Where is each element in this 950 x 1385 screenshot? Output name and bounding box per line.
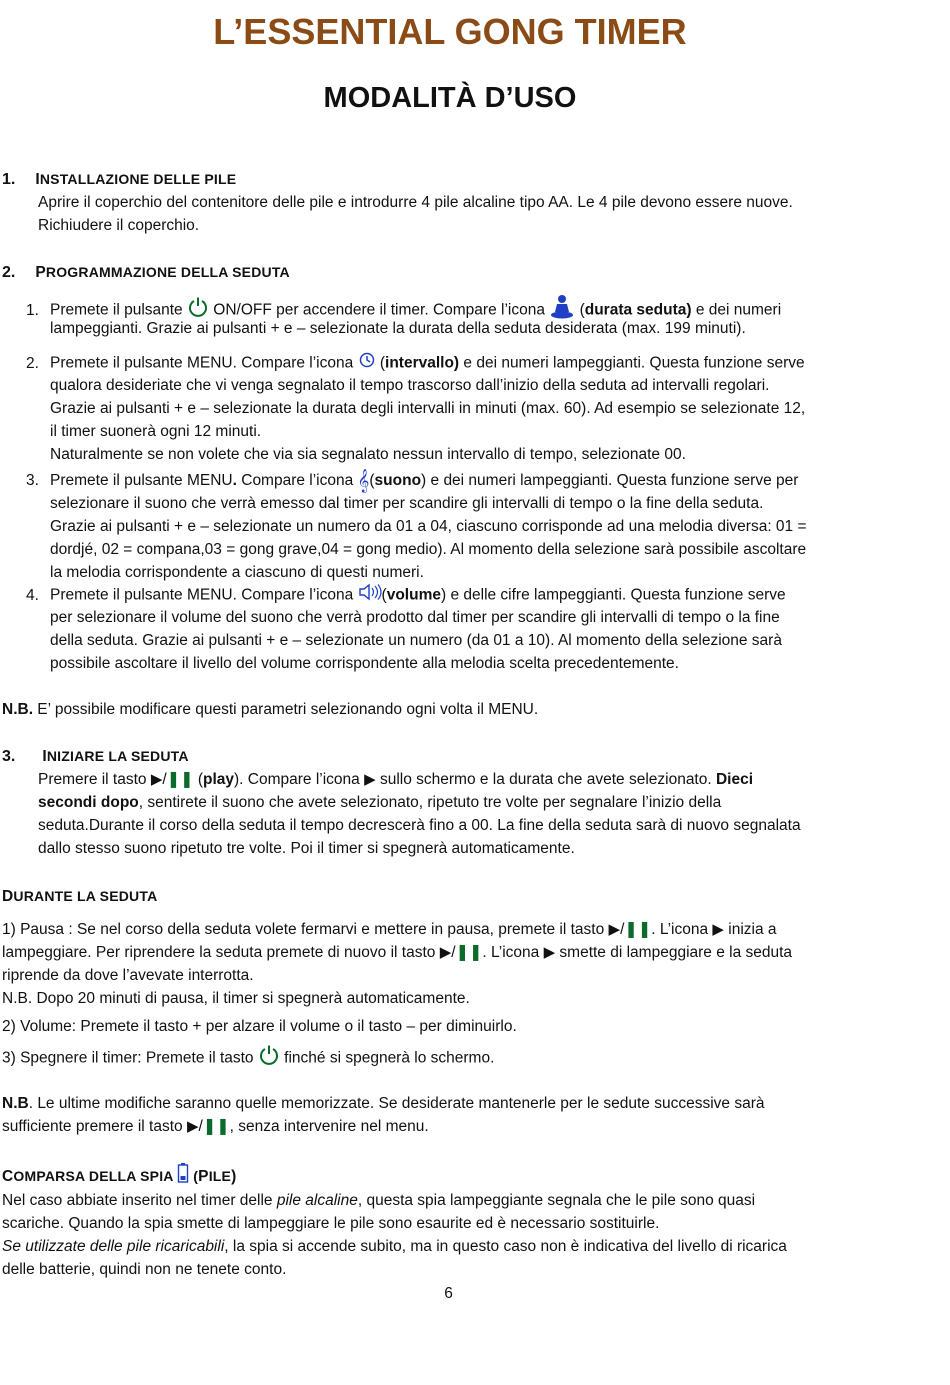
clock-icon	[358, 351, 376, 376]
document-title: L’ESSENTIAL GONG TIMER	[213, 11, 687, 52]
section-3-heading: 3. INIZIARE LA SEDUTA	[2, 748, 189, 765]
list-item: 4. Premete il pulsante MENU. Compare l’icona (volume) e delle cifre lampeggianti. Questa funzione serve	[26, 583, 786, 608]
section-1-heading: 1. INSTALLAZIONE DELLE PILE	[2, 171, 237, 188]
section-1-text: Aprire il coperchio del contenitore delle pile e introdurre 4 pile alcaline tipo AA. Le 4 pile devono essere nuove. Richiudere il coperchio.	[38, 194, 793, 234]
play-icon: ▶	[364, 771, 376, 788]
list-item: 3. Premete il pulsante MENU. Compare l’icona 𝄞(suono) e dei numeri lampeggianti. Questa funzione serve per	[26, 468, 799, 493]
note-paragraph: N.B. E’ possibile modificare questi parametri selezionando ogni volta il MENU.	[2, 701, 539, 718]
section-4-heading: DURANTE LA SEDUTA	[2, 888, 158, 905]
list-item: 1. Premete il pulsante ON/OFF per accendere il timer. Compare l’icona (durata seduta) e dei numeri	[26, 294, 781, 327]
page-number: 6	[444, 1285, 453, 1302]
play-icon: ▶	[439, 944, 452, 961]
speaker-icon	[358, 583, 382, 608]
pause-icon: ❚❚	[624, 921, 652, 938]
play-icon: ▶	[608, 921, 621, 938]
list-item: 2. Premete il pulsante MENU. Compare l’icona (intervallo) e dei numeri lampeggianti. Questa funzione serve	[26, 351, 805, 376]
play-icon: ▶	[543, 944, 556, 961]
play-icon: ▶	[186, 1118, 199, 1135]
play-icon: ▶	[150, 771, 163, 788]
section-4-text: 1) Pausa : Se nel corso della seduta volete fermarvi e mettere in pausa, premete il tasto ▶/❚❚. L’icona ▶ inizia a lampeggiare. Per riprendere la seduta premete di nuovo il tasto ▶/❚❚. L’icona ▶ smette di lampeggiare e la seduta riprende da dove l’avevate interrotta. N.B. Dopo 20 minuti di pausa, il timer si spegnerà automaticamente.	[2, 921, 793, 1007]
play-icon: ▶	[712, 921, 724, 938]
section-2-heading: 2. PROGRAMMAZIONE DELLA SEDUTA	[2, 264, 290, 281]
pause-icon: ❚❚	[455, 944, 483, 961]
section-3-text: Premere il tasto ▶/❚❚ (play). Compare l’icona ▶ sullo schermo e la durata che avete selezionato. Dieci secondi dopo, sentirete il suono che avete selezionato, ripetuto tre volte per segnalare l’inizio della seduta.Durante il corso della seduta il tempo decrescerà fino a 00. La fine della seduta sarà di nuovo segnalata dallo stesso suono ripetuto tre volte. Poi il timer si spegnerà automaticamente.	[38, 771, 801, 857]
treble-clef-icon: 𝄞	[357, 468, 370, 493]
pause-icon: ❚❚	[202, 1118, 230, 1135]
document-subtitle: MODALITÀ D’USO	[323, 82, 577, 114]
pause-icon: ❚❚	[166, 771, 194, 788]
document-page: L’ESSENTIAL GONG TIMER MODALITÀ D’USO 1. INSTALLAZIONE DELLE PILE Aprire il coperchio del contenitore delle pile e introdurre 4 pile alcaline tipo AA. Le 4 pile devono essere nuove. Richiudere il coperchio. 2. PROGRAMMAZIONE DELLA SEDUTA 1. Premete il pulsante ON/OFF per accendere il timer. Compare l’icona (durata seduta) e dei numeri lampeggianti. Grazie ai pulsanti + e – selezionate la durata della seduta desiderata (max. 199 minuti). 2. Premete il pulsante MENU. Compare l’icona (intervallo) e dei numeri lampeggianti. Questa funzione serve qualora desideriate che vi venga segnalato il tempo trascorso dall’inizio della seduta ad intervalli regolari. Grazie ai pulsanti + e – selezionate la durata degli intervalli in minuti (max. 60). Ad esempio se selezionate 12, il timer suonerà ogni 12 minuti. Naturalmente se non volete che via sia segnalato nessun intervallo di tempo, selezionate 00. 3. Premete il pulsante MENU. Compare l’icona 𝄞(suono) e dei numeri lampeggianti. Questa funzione serve per selezionare il suono che verrà emesso dal timer per scandire gli intervalli di tempo o la fine della seduta. Grazie ai pulsanti + e – selezionate un numero da 01 a 04, ciascuno corrisponde ad una melodia diversa: 01 = dordjé, 02 = compana,03 = gong grave,04 = gong medio). Al momento della selezione sarà possibile ascoltare la melodia corrispondente a ciascuno di questi numeri. 4. Premete il pulsante MENU. Compare l’icona (volume) e delle cifre lampeggianti. Questa funzione serve per selezionare il volume del suono che verrà prodotto dal timer per scandire gli intervalli di tempo o la fine della seduta. Grazie ai pulsanti + e – selezionate un numero (da 01 a 10). Al momento della selezione sarà possibile ascoltare il livello del volume corrispondente alla melodia scelta precedentemente. N.B. E’ possibile modificare questi parametri selezionando ogni volta il MENU. 3. INIZIARE LA SEDUTA Premere il tasto ▶/❚❚ (play). Compare l’icona ▶ sullo schermo e la durata che avete selezionato. Dieci secondi dopo, sentirete il suono che avete selezionato, ripetuto tre volte per segnalare l’inizio della seduta.Durante il corso della seduta il tempo decrescerà fino a 00. La fine della seduta sarà di nuovo segnalata dallo stesso suono ripetuto tre volte. Poi il timer si spegnerà automaticamente. DURANTE LA SEDUTA 1) Pausa : Se nel corso della seduta volete fermarvi e mettere in pausa, premete il tasto ▶/❚❚. L’icona ▶ inizia a lampeggiare. Per riprendere la seduta premete di nuovo il tasto ▶/❚❚. L’icona ▶ smette di lampeggiare e la seduta riprende da dove l’avevate interrotta. N.B. Dopo 20 minuti di pausa, il timer si spegnerà automaticamente. 2) Volume: Premete il tasto + per alzare il volume o il tasto – per diminuirlo. 3) Spegnere il timer: Premete il tasto finché si spegnerà lo schermo. N.B. Le ultime modifiche saranno quelle memorizzate. Se desiderate mantenerle per le sedute successive sarà sufficiente premere il tasto ▶/❚❚, senza intervenire nel menu. COMPARSA DELLA SPIA (PILE) Nel caso abbiate inserito nel timer delle pile alcaline, questa spia lampeggiante segnala che le pile sono quasi scariche. Quando la spia smette di lampeggiare le pile sono esaurite ed è necessario sostituirle. Se utilizzate delle pile ricaricabili, la spia si accende subito, ma in questo caso non è indicativa del livello di ricarica delle batterie, quindi non ne tenete conto. 6	[0, 0, 950, 1385]
battery-icon	[177, 1162, 189, 1191]
section-5-text: Nel caso abbiate inserito nel timer delle pile alcaline, questa spia lampeggiante segnala che le pile sono quasi scariche. Quando la spia smette di lampeggiare le pile sono esaurite ed è necessario sostituirle. Se utilizzate delle pile ricaricabili, la spia si accende subito, ma in questo caso non è indicativa del livello di ricarica delle batterie, quindi non ne tenete conto.	[2, 1192, 787, 1278]
power-icon	[258, 1044, 280, 1073]
section-5-heading: COMPARSA DELLA SPIA (PILE)	[2, 1162, 236, 1191]
note-paragraph: N.B. Le ultime modifiche saranno quelle memorizzate. Se desiderate mantenerle per le sedute successive sarà sufficiente premere il tasto ▶/❚❚, senza intervenire nel menu.	[2, 1095, 765, 1135]
